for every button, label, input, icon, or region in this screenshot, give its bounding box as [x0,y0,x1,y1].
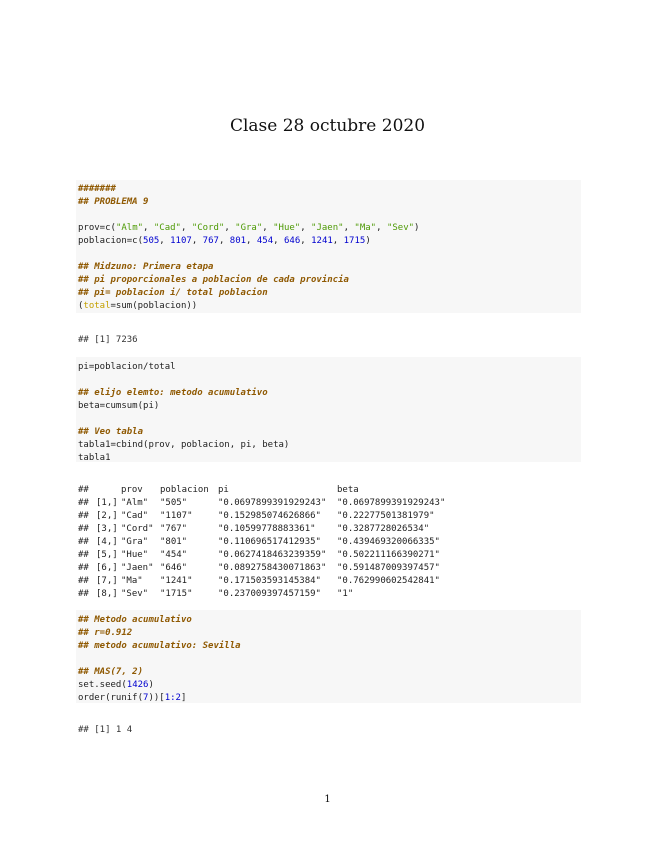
table-cell: "0.762990602542841" [337,576,440,586]
code-line: beta=cumsum(pi) [78,401,160,411]
table-cell: "0.10599778883361" [218,524,316,534]
table-cell: "0.3287728026534" [337,524,430,534]
code-chunk-mas [76,610,581,703]
code-chunk-tabla [76,357,581,462]
code-line-total: (total=sum(poblacion)) [78,301,198,311]
table-cell: [1,] [96,498,118,508]
page-number: 1 [324,794,331,805]
table-cell: "Jaen" [121,563,154,573]
table-cell: "0.502211166390271" [337,550,440,560]
table-cell: "1241" [160,576,193,586]
table-row [78,536,457,549]
code-comment: ## MAS(7, 2) [78,667,144,677]
code-comment: ## elijo elemto: metodo acumulativo [78,388,268,398]
table-cell: "646" [160,563,188,573]
table-cell: [8,] [96,589,118,599]
code-comment: ## pi= poblacion i/ total poblacion [78,288,268,298]
table-cell: "505" [160,498,188,508]
table-cell: "0.0892758430071863" [218,563,327,573]
table-cell: "Alm" [121,498,149,508]
table-cell: ## [78,537,89,547]
table-cell: "0.110696517412935" [218,537,321,547]
code-line-order: order(runif(7))[1:2] [78,693,187,703]
table-cell: [5,] [96,550,118,560]
table-cell: "1" [337,589,354,599]
table-cell: [6,] [96,563,118,573]
code-comment: ## PROBLEMA 9 [78,197,149,207]
code-comment: ####### [78,184,116,194]
table-header: ## [78,485,89,495]
table-row [78,549,457,562]
table-row [78,510,457,523]
code-comment: ## pi proporcionales a poblacion de cada provincia [78,275,349,285]
code-line-poblacion: poblacion=c(505, 1107, 767, 801, 454, 646, 1241, 1715) [78,236,371,246]
output-total: ## [1] 7236 [78,335,138,345]
table-cell: ## [78,563,89,573]
table-cell: "0.22277501381979" [337,511,435,521]
table-cell: ## [78,589,89,599]
table-cell: "Gra" [121,537,149,547]
output-order: ## [1] 1 4 [78,725,133,735]
table-cell: "454" [160,550,188,560]
table-header: prov [121,485,143,495]
code-comment: ## metodo acumulativo: Sevilla [78,641,241,651]
table-cell: "0.591487009397457" [337,563,440,573]
table-cell: [3,] [96,524,118,534]
table-cell: ## [78,511,89,521]
table-cell: "0.439469320066335" [337,537,440,547]
table-cell: ## [78,550,89,560]
table-cell: "Cord" [121,524,154,534]
table-cell: "0.237009397457159" [218,589,321,599]
table-cell: ## [78,524,89,534]
table-cell: "0.0697899391929243" [218,498,327,508]
table-cell: "0.0697899391929243" [337,498,446,508]
code-comment: ## r=0.912 [78,628,133,638]
code-line: pi=poblacion/total [78,362,176,372]
table-cell: "801" [160,537,188,547]
table-row [78,588,457,601]
output-table [78,484,457,601]
code-comment: ## Metodo acumulativo [78,615,192,625]
table-cell: "Hue" [121,550,149,560]
table-cell: [7,] [96,576,118,586]
table-cell: "Cad" [121,511,149,521]
code-chunk-problema [76,180,581,313]
table-cell: ## [78,576,89,586]
code-comment: ## Veo tabla [78,427,144,437]
code-line: tabla1=cbind(prov, poblacion, pi, beta) [78,440,290,450]
table-cell: "Sev" [121,589,149,599]
table-row [78,497,457,510]
table-header: poblacion [160,485,209,495]
document-title: Clase 28 octubre 2020 [229,116,426,136]
table-cell: "0.152985074626866" [218,511,321,521]
table-cell: ## [78,498,89,508]
table-cell: [4,] [96,537,118,547]
table-cell: "1715" [160,589,193,599]
table-cell: "0.171503593145384" [218,576,321,586]
code-line: tabla1 [78,453,111,463]
table-row [78,562,457,575]
table-cell: "Ma" [121,576,143,586]
table-cell: "767" [160,524,188,534]
table-header [96,484,121,497]
table-header: pi [218,485,229,495]
table-cell: "0.0627418463239359" [218,550,327,560]
table-row [78,575,457,588]
table-cell: [2,] [96,511,118,521]
code-line-seed: set.seed(1426) [78,680,154,690]
code-comment: ## Midzuno: Primera etapa [78,262,214,272]
table-header: beta [337,485,359,495]
table-cell: "1107" [160,511,193,521]
table-header-row [78,484,457,497]
table-row [78,523,457,536]
code-line-prov: prov=c("Alm", "Cad", "Cord", "Gra", "Hue", "Jaen", "Ma", "Sev") [78,223,420,233]
